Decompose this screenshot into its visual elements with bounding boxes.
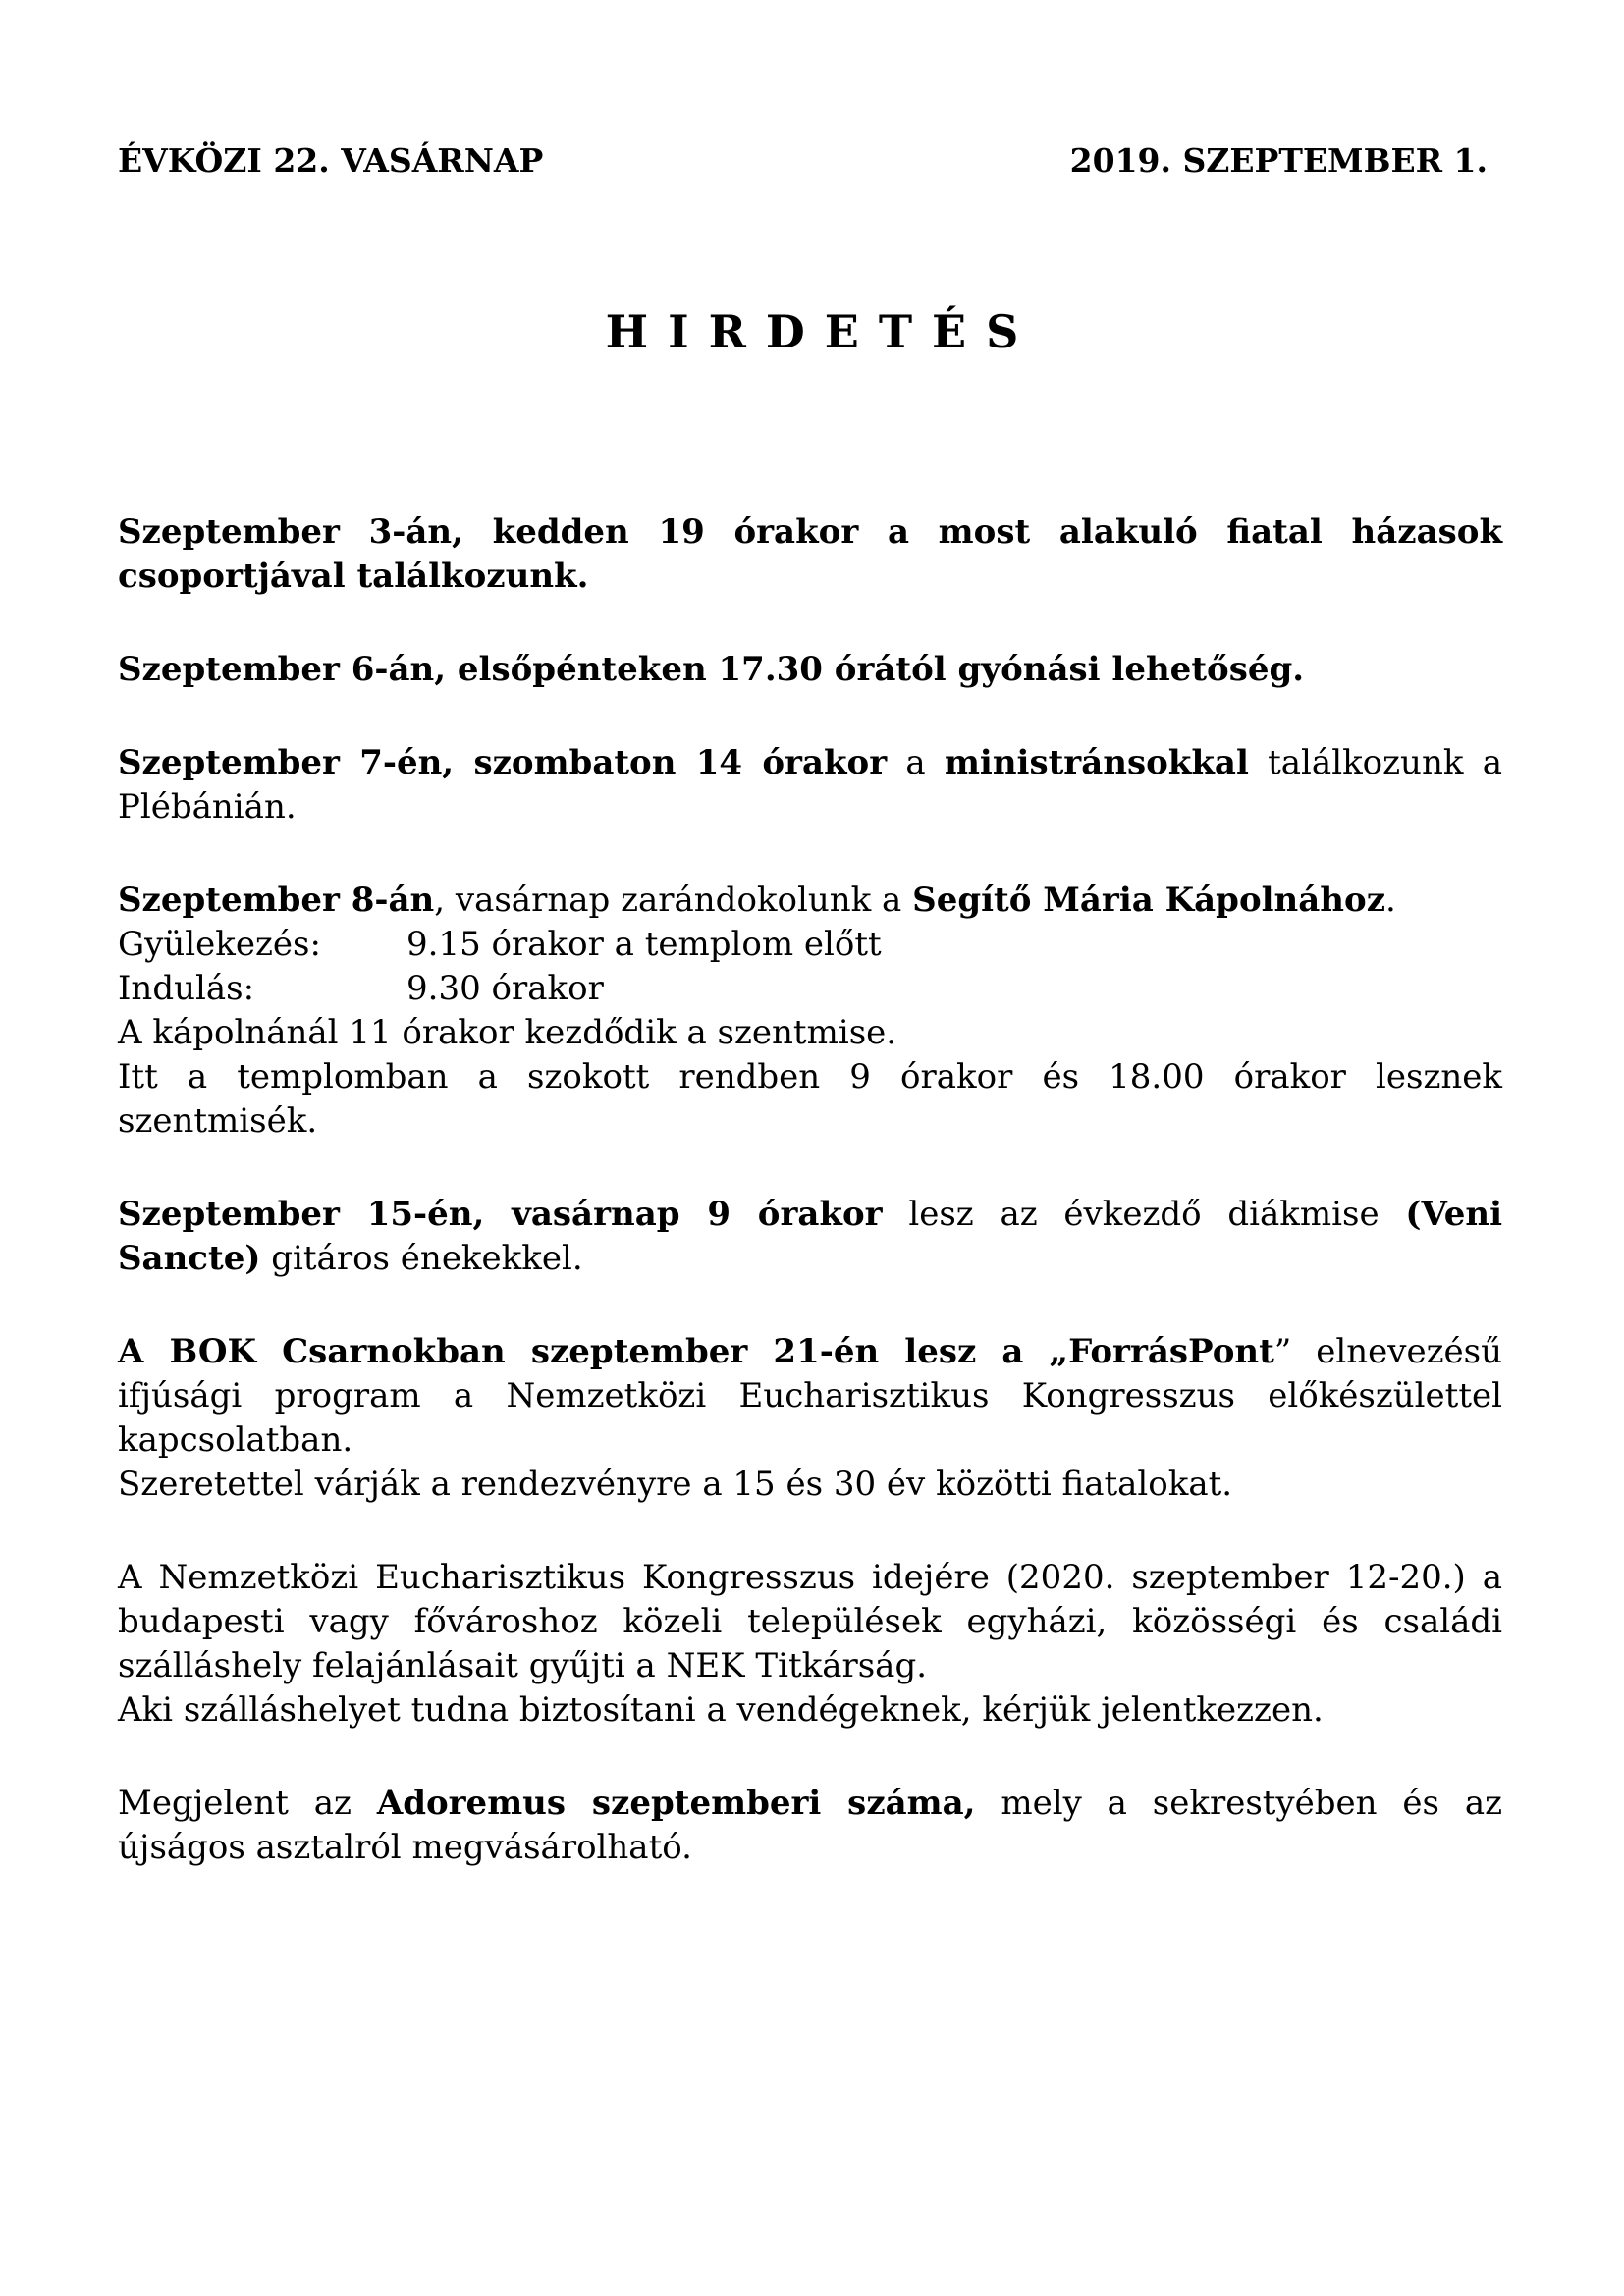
announcement-date: Szeptember 15-én, vasárnap 9 órakor <box>118 1195 883 1234</box>
announcement-text: Szeptember 3-án, kedden 19 órakor a most alakuló fiatal házasok csoportjával találkozunk. <box>118 512 1502 596</box>
forraspont-invite: Szeretettel várják a rendezvényre a 15 és 30 év közötti fiatalokat. <box>118 1465 1233 1504</box>
announcement-young-couples <box>118 510 1502 599</box>
announcement-emphasis: A BOK Csarnokban szeptember 21-én lesz a „ForrásPont <box>118 1332 1274 1371</box>
announcement-forraspont <box>118 1330 1502 1507</box>
forraspont-intro <box>118 1330 1502 1463</box>
announcement-adoremus <box>118 1782 1502 1870</box>
announcement-text: mely a sekrestyében és az újságos asztalról megvásárolható. <box>118 1784 1502 1867</box>
announcement-student-mass <box>118 1193 1502 1281</box>
page-header <box>118 139 1488 183</box>
schedule-value: 9.15 órakor a templom előtt <box>406 925 882 964</box>
announcement-emphasis: ministránsokkal <box>944 743 1249 782</box>
announcement-text: , vasárnap zarándokolunk a <box>434 881 913 920</box>
announcement-text: Megjelent az <box>118 1784 377 1823</box>
announcement-accommodation <box>118 1556 1502 1733</box>
announcement-body <box>118 510 1502 1919</box>
announcement-text: gitáros énekekkel. <box>260 1239 583 1278</box>
announcement-text: a <box>887 743 945 782</box>
announcement-date: Szeptember 8-án <box>118 881 435 920</box>
accommodation-text: A Nemzetközi Eucharisztikus Kongresszus idejére (2020. szeptember 12-20.) a budapesti vagy fővároshoz közeli települések egyházi, közösségi és családi szálláshely felajánlásait gyűjti a NEK Titkárság. <box>118 1558 1502 1685</box>
announcement-pilgrimage <box>118 879 1502 1144</box>
church-mass-note: Itt a templomban a szokott rendben 9 órakor és 18.00 órakor lesznek szentmisék. <box>118 1057 1502 1141</box>
schedule-row <box>118 967 1502 1011</box>
announcement-text: ” elnevezésű ifjúsági program a Nemzetközi Eucharisztikus Kongresszus előkészülettel kapcsolatban. <box>118 1332 1502 1460</box>
announcement-altar-servers <box>118 741 1502 829</box>
schedule-row <box>118 923 1502 967</box>
schedule-value: 9.30 órakor <box>406 969 604 1008</box>
accommodation-request: Aki szálláshelyet tudna biztosítani a vendégeknek, kérjük jelentkezzen. <box>118 1690 1324 1730</box>
announcement-emphasis: Segítő Mária Kápolnához <box>912 881 1386 920</box>
page-title: HIRDETÉS <box>605 305 1039 358</box>
chapel-mass-note: A kápolnánál 11 órakor kezdődik a szentmise. <box>118 1013 897 1052</box>
announcement-text: lesz az évkezdő diákmise <box>882 1195 1406 1234</box>
schedule-label: Gyülekezés: <box>118 925 321 964</box>
schedule-label: Indulás: <box>118 969 255 1008</box>
pilgrimage-intro <box>118 879 1502 923</box>
announcement-emphasis: (Veni Sancte) <box>118 1195 1502 1278</box>
announcement-text: találkozunk a Plébánián. <box>118 743 1502 827</box>
liturgical-day: ÉVKÖZI 22. VASÁRNAP <box>118 141 544 180</box>
announcement-date: Szeptember 7-én, szombaton 14 órakor <box>118 743 888 782</box>
announcement-text: Szeptember 6-án, elsőpénteken 17.30 órától gyónási lehetőség. <box>118 650 1305 689</box>
date: 2019. SZEPTEMBER 1. <box>1069 141 1488 180</box>
announcement-emphasis: Adoremus szeptemberi száma, <box>376 1784 976 1823</box>
announcement-text: . <box>1385 881 1396 920</box>
announcement-confession <box>118 648 1502 692</box>
